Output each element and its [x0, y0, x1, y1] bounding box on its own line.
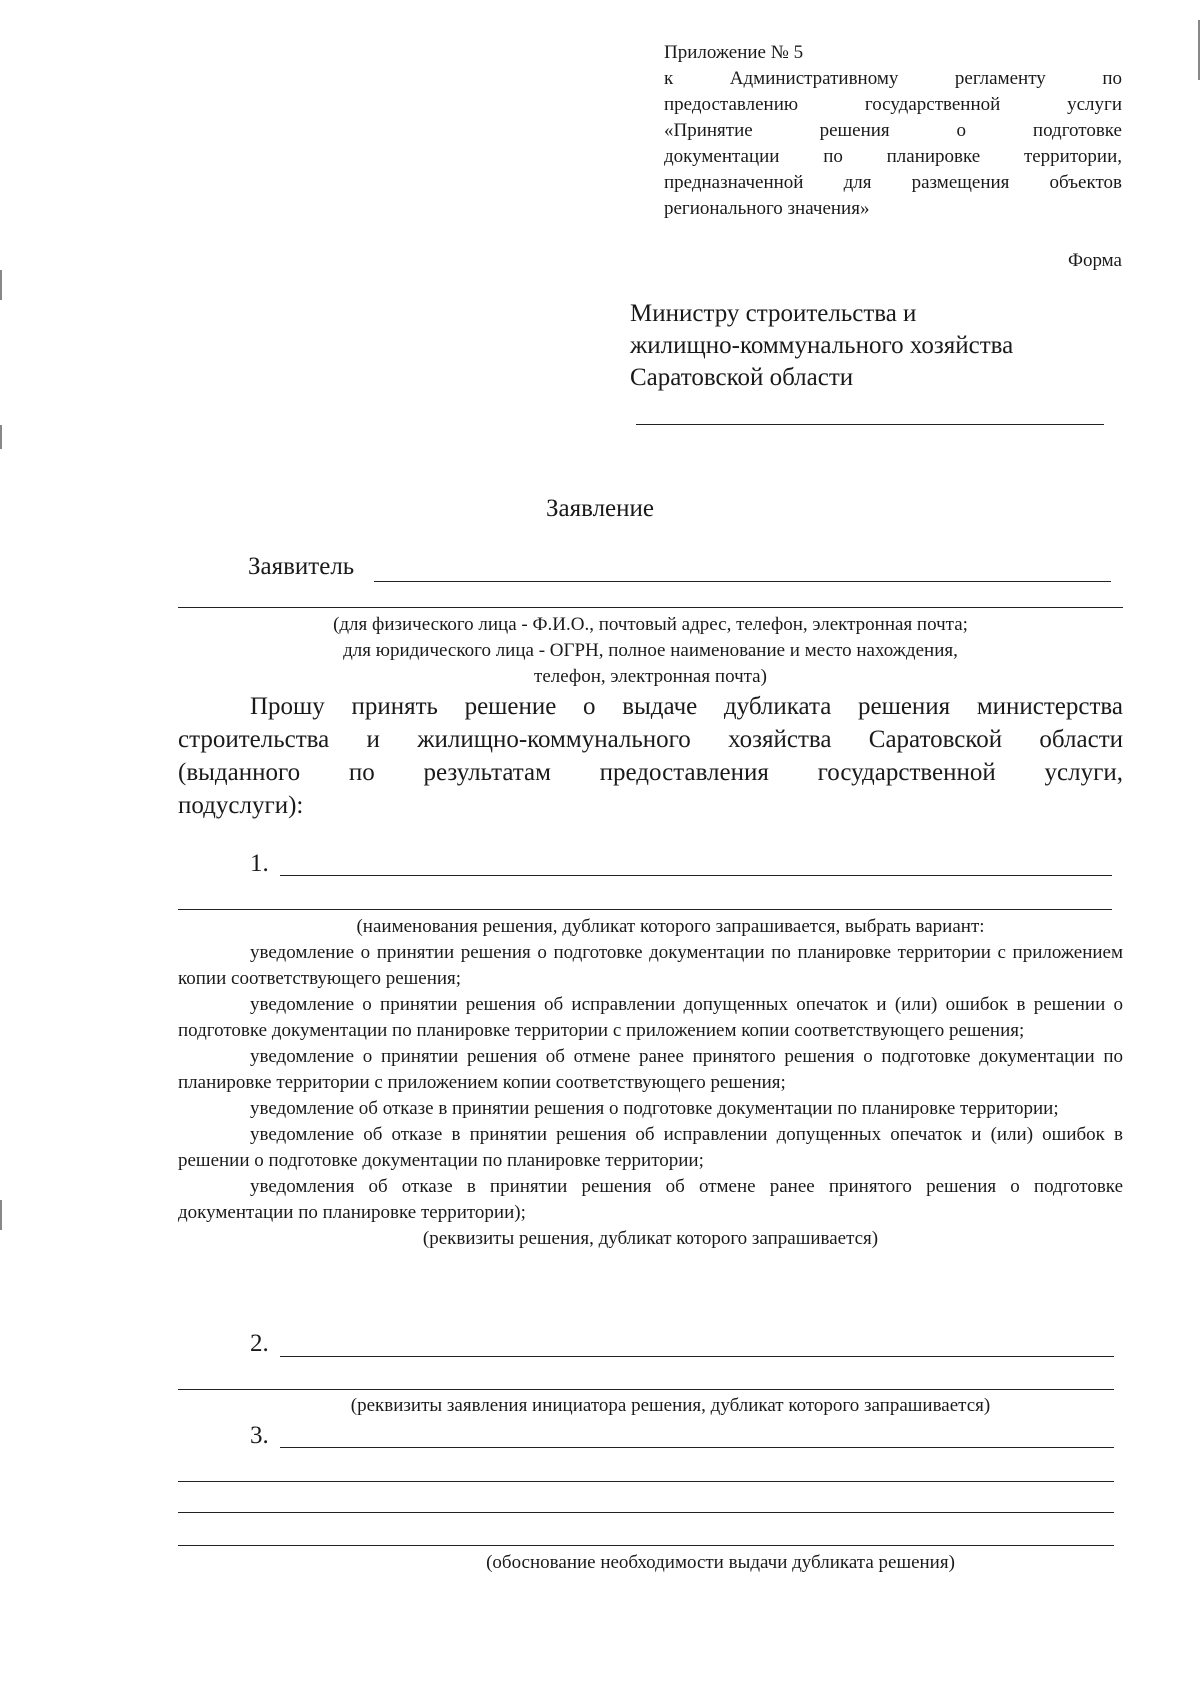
- appendix-title: Приложение № 5: [664, 42, 804, 63]
- item1-hint-intro: (наименования решения, дубликат которого запрашивается, выбрать вариант:: [356, 916, 985, 937]
- addressee-block: [630, 298, 1013, 394]
- item-number: 3.: [250, 1422, 269, 1449]
- item1-hint-end: (реквизиты решения, дубликат которого запрашивается): [422, 1228, 879, 1249]
- item3-field-continuation[interactable]: [178, 1545, 1114, 1546]
- item2-field[interactable]: [280, 1356, 1114, 1357]
- item3-field-continuation[interactable]: [178, 1512, 1114, 1513]
- applicant-hint-line: для юридического лица - ОГРН, полное наименование и место нахождения,: [343, 640, 958, 661]
- document-heading: Заявление: [545, 495, 655, 522]
- item1-field-continuation[interactable]: [178, 909, 1112, 910]
- request-line: подуслуги):: [178, 792, 304, 819]
- applicant-hint: [178, 612, 1123, 690]
- option-text: уведомления об отказе в принятии решения об отмене ранее принятого решения о подготовке документации по планировке территории);: [178, 1176, 1123, 1223]
- item2-field-continuation[interactable]: [178, 1389, 1114, 1390]
- item3-field-continuation[interactable]: [178, 1481, 1114, 1482]
- applicant-field-continuation[interactable]: [178, 607, 1123, 608]
- appendix-line: документации по планировке территории,: [664, 146, 1122, 167]
- option-text: уведомление об отказе в принятии решения о подготовке документации по планировке территории;: [250, 1098, 1059, 1119]
- scan-edge-mark: [0, 270, 2, 300]
- item1-options: [178, 940, 1123, 1252]
- appendix-line: к Административному регламенту по: [664, 68, 1122, 89]
- scan-edge-mark: [0, 1200, 2, 1230]
- option-text: уведомление о принятии решения об исправлении допущенных опечаток и (или) ошибок в решении о подготовке документации по планировке территории с приложением копии соответствующего решения;: [178, 994, 1123, 1041]
- request-line: строительства и жилищно-коммунального хозяйства Саратовской области: [178, 726, 1123, 753]
- option-text: уведомление об отказе в принятии решения об исправлении допущенных опечаток и (или) ошибок в решении о подготовке документации по планировке территории;: [178, 1124, 1123, 1171]
- appendix-line: предоставлению государственной услуги: [664, 94, 1122, 115]
- applicant-hint-line: телефон, электронная почта): [534, 666, 767, 687]
- request-line: (выданного по результатам предоставления государственной услуги,: [178, 759, 1123, 786]
- item-number: 2.: [250, 1330, 269, 1357]
- item-number: 1.: [250, 850, 269, 877]
- addressee-line: Министру строительства и: [630, 300, 917, 327]
- form-label: Форма: [1067, 250, 1122, 271]
- option-text: уведомление о принятии решения о подготовке документации по планировке территории с приложением копии соответствующего решения;: [178, 942, 1123, 989]
- applicant-label: Заявитель: [248, 553, 355, 580]
- option-text: уведомление о принятии решения об отмене ранее принятого решения о подготовке документации по планировке территории с приложением копии соответствующего решения;: [178, 1046, 1123, 1093]
- appendix-line: регионального значения»: [664, 198, 870, 219]
- appendix-block: [664, 40, 1122, 222]
- addressee-line: Саратовской области: [630, 364, 854, 391]
- item2-hint: (реквизиты заявления инициатора решения, дубликат которого запрашивается): [350, 1395, 991, 1416]
- item1-field[interactable]: [280, 875, 1112, 876]
- addressee-line: жилищно-коммунального хозяйства: [630, 332, 1014, 359]
- applicant-field[interactable]: [374, 581, 1111, 582]
- applicant-hint-line: (для физического лица - Ф.И.О., почтовый адрес, телефон, электронная почта;: [333, 614, 968, 635]
- request-paragraph: [178, 690, 1123, 822]
- appendix-line: предназначенной для размещения объектов: [664, 172, 1122, 193]
- appendix-line: «Принятие решения о подготовке: [664, 120, 1122, 141]
- scan-edge-mark: [0, 425, 2, 449]
- request-line: Прошу принять решение о выдаче дубликата решения министерства: [250, 693, 1123, 720]
- item3-field[interactable]: [280, 1447, 1114, 1448]
- item3-hint: (обоснование необходимости выдачи дубликата решения): [486, 1552, 955, 1573]
- addressee-signature-line[interactable]: [636, 424, 1104, 425]
